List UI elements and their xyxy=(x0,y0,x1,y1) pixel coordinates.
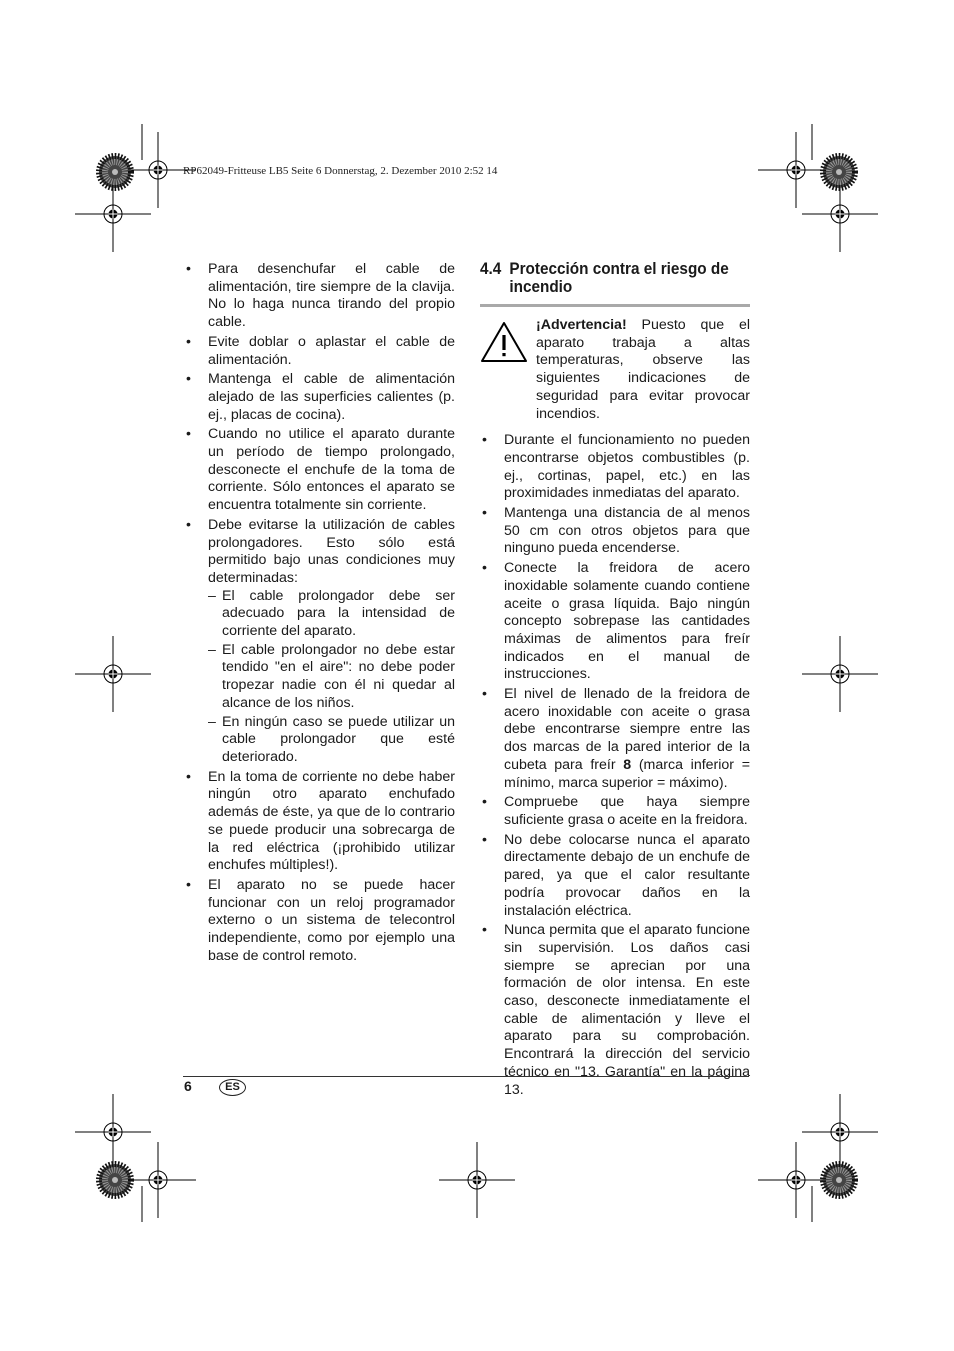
starburst-icon xyxy=(823,1164,855,1196)
list-item-text: (marca inferior = mínimo, marca superior = máximo). xyxy=(504,756,750,791)
list-item: • Nunca permita que el aparato funcione sin supervisión. Los daños casi siempre se aprecian por una formación de olor intensa. En este caso, desconecte inmediatamente el cable de alimentación y lleve el aparato para su comprobación. Encontrará la dirección del servicio técnico en "13. Garantía" en la página 13. xyxy=(480,922,750,1099)
starburst-icon xyxy=(99,1164,131,1196)
starburst-icon xyxy=(823,156,855,188)
crosshair-icon xyxy=(75,1094,151,1170)
list-item: • Evite doblar o aplastar el cable de alimentación. xyxy=(184,334,455,369)
warning-box xyxy=(480,317,750,423)
list-item-text: Debe evitarse la utilización de cables prolongadores. Esto sólo está permitido bajo unas condiciones muy determinadas: xyxy=(208,516,455,586)
safety-list-left xyxy=(184,261,455,965)
section-number: 4.4 xyxy=(480,259,502,278)
list-item: • Mantenga una distancia de al menos 50 cm con otros objetos para que ninguno pueda encenderse. xyxy=(480,505,750,558)
list-item-text: El nivel de llenado de la freidora de acero inoxidable con aceite o grasa debe encontrarse siempre entre las dos marcas de la pared interior de la cubeta para freír xyxy=(504,686,750,773)
list-item: • El aparato no se puede hacer funcionar con un reloj programador externo o un sistema de telecontrol independiente, como por ejemplo una base de control remoto. xyxy=(184,877,455,966)
sub-list-item: – En ningún caso se puede utilizar un cable prolongador que esté deteriorado. xyxy=(208,714,455,767)
section-heading xyxy=(480,260,750,307)
print-header: RP62049-Fritteuse LB5 Seite 6 Donnerstag, 2. Dezember 2010 2:52 14 xyxy=(183,165,498,177)
list-item: • Compruebe que haya siempre suficiente grasa o aceite en la freidora. xyxy=(480,794,750,829)
sub-list-item: – El cable prolongador no debe estar tendido "en el aire": no debe poder tropezar nadie con él ni quedar al alcance de los niños. xyxy=(208,642,455,713)
list-item xyxy=(480,686,750,792)
warning-body: Puesto que el aparato trabaja a altas temperaturas, observe las siguientes indicaciones de seguridad para evitar provocar incendios. xyxy=(536,317,750,422)
crosshair-icon xyxy=(75,636,151,712)
crosshair-icon xyxy=(802,636,878,712)
list-item: • Conecte la freidora de acero inoxidable solamente cuando contiene aceite o grasa líquida. Bajo ningún concepto sobrepase las cantidades máximas de alimentos para freír indicados en el manual de instrucciones. xyxy=(480,560,750,684)
footer-divider xyxy=(183,1076,749,1077)
section-title: Protección contra el riesgo de incendio xyxy=(509,259,729,296)
crosshair-icon xyxy=(758,1142,834,1218)
warning-triangle-icon xyxy=(480,317,526,423)
sub-list-item: – El cable prolongador debe ser adecuado para la intensidad de corriente del aparato. xyxy=(208,588,455,641)
language-badge: ES xyxy=(219,1079,246,1096)
list-item: • Cuando no utilice el aparato durante un período de tiempo prolongado, desconecte el enchufe de la toma de corriente. Sólo entonces el aparato se encuentra totalmente sin corriente. xyxy=(184,426,455,515)
crosshair-icon xyxy=(802,1094,878,1170)
right-column xyxy=(480,260,750,1101)
list-item: • Mantenga el cable de alimentación alejado de las superficies calientes (p. ej., placas de cocina). xyxy=(184,371,455,424)
list-item: • En la toma de corriente no debe haber ningún otro aparato enchufado además de éste, ya que de lo contrario se puede producir una sobrecarga de la red eléctrica (¡prohibido utilizar enchufes múltiples!). xyxy=(184,769,455,875)
sub-list xyxy=(208,588,455,767)
warning-text xyxy=(536,317,750,423)
list-item: • No debe colocarse nunca el aparato directamente debajo de un enchufe de pared, ya que el calor resultante podría provocar daños en la instalación eléctrica. xyxy=(480,832,750,921)
list-item xyxy=(184,517,455,767)
part-number: 8 xyxy=(623,756,632,773)
left-column xyxy=(184,261,455,967)
starburst-icon xyxy=(99,156,131,188)
list-item: • Para desenchufar el cable de alimentación, tire siempre de la clavija. No lo haga nunca tirando del propio cable. xyxy=(184,261,455,332)
list-item: • Durante el funcionamiento no pueden encontrarse objetos combustibles (p. ej., cortinas, papel, etc.) en las proximidades inmediatas del aparato. xyxy=(480,432,750,503)
safety-list-right xyxy=(480,432,750,1099)
page-number: 6 xyxy=(184,1078,192,1094)
warning-label: ¡Advertencia! xyxy=(536,317,627,333)
crosshair-icon xyxy=(439,1142,515,1218)
